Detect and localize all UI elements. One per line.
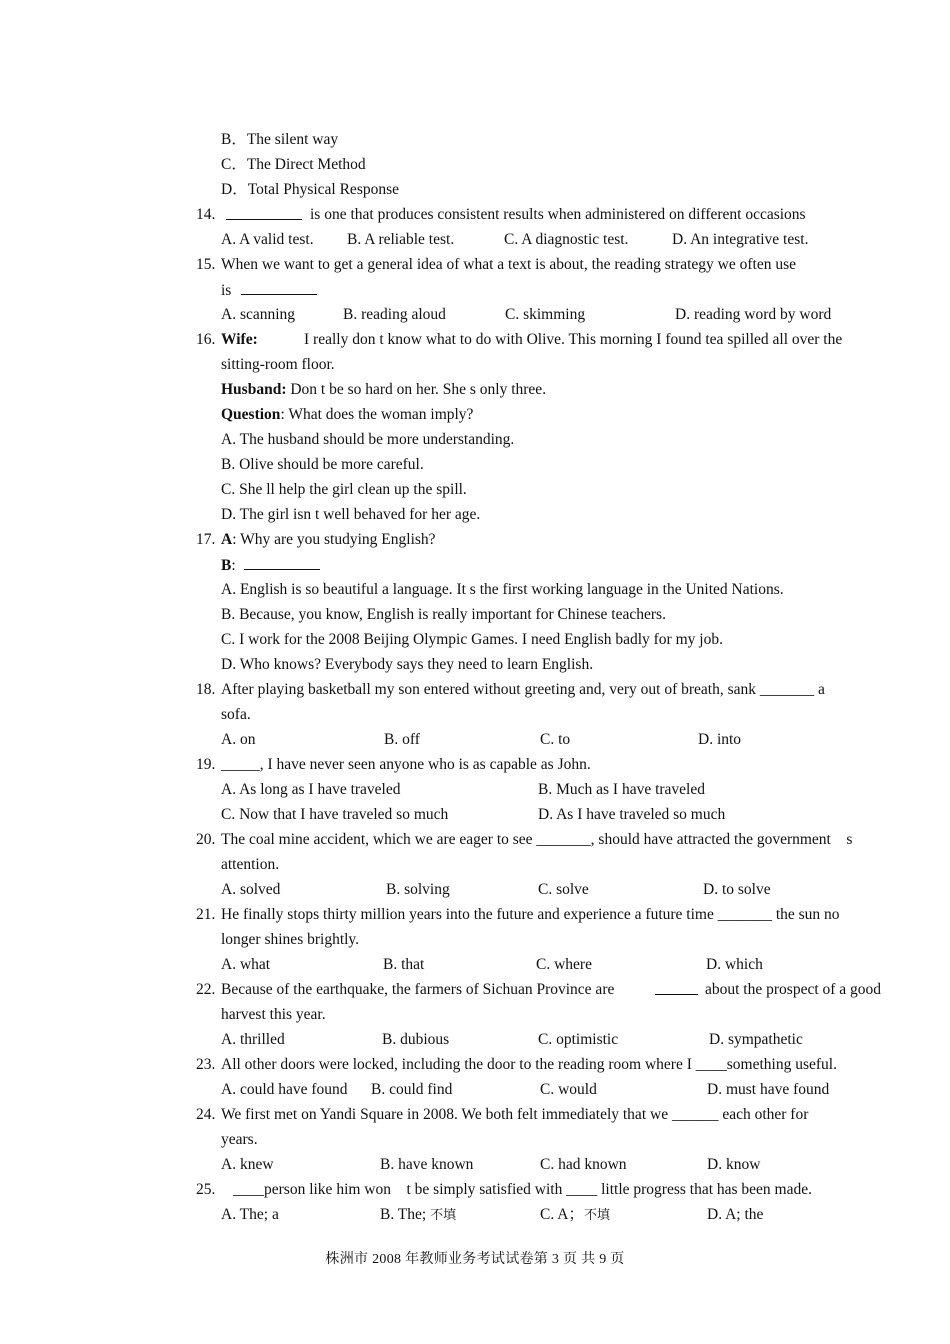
q17-number: 17. bbox=[196, 531, 216, 548]
q14-stem: is one that produces consistent results when administered on different occasions bbox=[310, 206, 806, 223]
q24-option-b: B. have known bbox=[380, 1156, 474, 1173]
q21-stem-line2: longer shines brightly. bbox=[221, 931, 360, 948]
q18-number: 18. bbox=[196, 681, 216, 698]
q25-option-b bbox=[380, 1205, 456, 1226]
q22-stem-part-b: about the prospect of a good bbox=[705, 981, 882, 998]
q22-option-b: B. dubious bbox=[382, 1031, 450, 1048]
q16-question-label: Question bbox=[221, 406, 281, 423]
q19-option-c: C. Now that I have traveled so much bbox=[221, 806, 449, 823]
q15-option-c: C. skimming bbox=[505, 306, 586, 323]
q20-option-b: B. solving bbox=[386, 881, 450, 898]
q16-husband-text: Don t be so hard on her. She s only three. bbox=[286, 381, 547, 398]
q17-option-b: B. Because, you know, English is really important for Chinese teachers. bbox=[221, 606, 666, 623]
q20-number: 20. bbox=[196, 831, 216, 848]
q21-option-a: A. what bbox=[221, 956, 271, 973]
q22-blank bbox=[655, 980, 698, 1001]
q15-number: 15. bbox=[196, 256, 216, 273]
q19-option-d: D. As I have traveled so much bbox=[538, 806, 726, 823]
q16-question-text: : What does the woman imply? bbox=[280, 406, 474, 423]
q17-option-a: A. English is so beautiful a language. It s the first working language in the United Nations. bbox=[221, 581, 784, 598]
q13-option-d: D．Total Physical Response bbox=[221, 181, 400, 198]
q19-option-b: B. Much as I have traveled bbox=[538, 781, 705, 798]
q15-option-b: B. reading aloud bbox=[343, 306, 446, 323]
q25-option-c-cn: 不填 bbox=[583, 1208, 610, 1223]
q15-option-a: A. scanning bbox=[221, 306, 296, 323]
q16-question-line bbox=[221, 405, 473, 425]
q16-option-d: D. The girl isn t well behaved for her age. bbox=[221, 506, 481, 523]
q18-stem-line2: sofa. bbox=[221, 706, 251, 723]
q14-number: 14. bbox=[196, 206, 216, 223]
q15-option-d: D. reading word by word bbox=[675, 306, 832, 323]
q21-option-c: C. where bbox=[536, 956, 592, 973]
q24-number: 24. bbox=[196, 1106, 216, 1123]
q20-option-c: C. solve bbox=[538, 881, 589, 898]
q18-stem: After playing basketball my son entered without greeting and, very out of breath, sank _______ a bbox=[221, 681, 825, 698]
q17-a-line bbox=[221, 530, 436, 550]
q25-option-b-text: B. The; bbox=[380, 1206, 427, 1223]
q25-option-c bbox=[540, 1205, 610, 1226]
q21-number: 21. bbox=[196, 906, 216, 923]
q17-b-line bbox=[221, 555, 320, 576]
q18-option-d: D. into bbox=[698, 731, 742, 748]
q20-option-d: D. to solve bbox=[703, 881, 771, 898]
q16-husband-line bbox=[221, 380, 546, 400]
q22-number: 22. bbox=[196, 981, 216, 998]
q16-number: 16. bbox=[196, 331, 216, 348]
q25-option-a: A. The; a bbox=[221, 1206, 279, 1223]
q24-option-c: C. had known bbox=[540, 1156, 627, 1173]
q25-option-b-cn: 不填 bbox=[430, 1208, 457, 1223]
q15-stem: When we want to get a general idea of what a text is about, the reading strategy we often use bbox=[221, 256, 797, 273]
q22-option-d: D. sympathetic bbox=[709, 1031, 803, 1048]
q20-option-a: A. solved bbox=[221, 881, 281, 898]
q14-option-a: A. A valid test. bbox=[221, 231, 314, 248]
q16-wife-label: Wife: bbox=[221, 331, 258, 348]
q16-option-c: C. She ll help the girl clean up the spill. bbox=[221, 481, 467, 498]
q14-option-c: C. A diagnostic test. bbox=[504, 231, 629, 248]
q22-option-c: C. optimistic bbox=[538, 1031, 619, 1048]
q19-option-a: A. As long as I have traveled bbox=[221, 781, 401, 798]
q23-option-a: A. could have found bbox=[221, 1081, 348, 1098]
q24-stem-line2: years. bbox=[221, 1131, 258, 1148]
q19-stem: _____, I have never seen anyone who is as capable as John. bbox=[221, 756, 591, 773]
q21-option-b: B. that bbox=[383, 956, 425, 973]
q14-blank bbox=[226, 205, 302, 226]
q13-option-b: B．The silent way bbox=[221, 131, 339, 148]
q19-number: 19. bbox=[196, 756, 216, 773]
q21-option-d: D. which bbox=[706, 956, 763, 973]
q17-a-text: : Why are you studying English? bbox=[232, 531, 436, 548]
q20-stem: The coal mine accident, which we are eager to see _______, should have attracted the government s bbox=[221, 831, 853, 848]
q21-stem: He finally stops thirty million years into the future and experience a future time _______ the sun no bbox=[221, 906, 840, 923]
q16-wife-text-line2: sitting-room floor. bbox=[221, 356, 335, 373]
q25-option-d: D. A; the bbox=[707, 1206, 764, 1223]
q16-wife-text: I really don t know what to do with Olive. This morning I found tea spilled all over the bbox=[304, 331, 843, 348]
q23-option-d: D. must have found bbox=[707, 1081, 830, 1098]
q20-stem-line2: attention. bbox=[221, 856, 280, 873]
q15-stem-is: is bbox=[221, 282, 232, 299]
q17-option-c: C. I work for the 2008 Beijing Olympic Games. I need English badly for my job. bbox=[221, 631, 723, 648]
q25-number: 25. bbox=[196, 1181, 216, 1198]
q13-option-c: C．The Direct Method bbox=[221, 156, 366, 173]
q18-option-a: A. on bbox=[221, 731, 256, 748]
q22-stem-part-a: Because of the earthquake, the farmers of Sichuan Province are bbox=[221, 981, 615, 998]
q25-stem: ____person like him won t be simply satisfied with ____ little progress that has been made. bbox=[233, 1181, 813, 1198]
q23-stem: All other doors were locked, including the door to the reading room where I ____something useful. bbox=[221, 1056, 837, 1073]
q18-option-c: C. to bbox=[540, 731, 571, 748]
q17-b-text: : bbox=[231, 557, 236, 574]
q23-option-c: C. would bbox=[540, 1081, 597, 1098]
q16-option-b: B. Olive should be more careful. bbox=[221, 456, 424, 473]
q17-a-label: A bbox=[221, 531, 233, 548]
q16-husband-label: Husband: bbox=[221, 381, 287, 398]
q14-option-d: D. An integrative test. bbox=[672, 231, 809, 248]
q14-option-b: B. A reliable test. bbox=[347, 231, 455, 248]
q23-number: 23. bbox=[196, 1056, 216, 1073]
q24-option-d: D. know bbox=[707, 1156, 761, 1173]
page-footer: 株洲市 2008 年教师业务考试试卷第 3 页 共 9 页 bbox=[325, 1252, 625, 1267]
q24-option-a: A. knew bbox=[221, 1156, 274, 1173]
q15-stem-line2 bbox=[221, 280, 317, 301]
q18-option-b: B. off bbox=[384, 731, 420, 748]
q16-option-a: A. The husband should be more understanding. bbox=[221, 431, 515, 448]
q25-option-c-text: C. A； bbox=[540, 1206, 584, 1223]
q22-stem-line2: harvest this year. bbox=[221, 1006, 326, 1023]
q23-option-b: B. could find bbox=[371, 1081, 453, 1098]
q17-b-label: B bbox=[221, 557, 232, 574]
q22-option-a: A. thrilled bbox=[221, 1031, 285, 1048]
q24-stem: We first met on Yandi Square in 2008. We both felt immediately that we ______ each other for bbox=[221, 1106, 809, 1123]
q17-option-d: D. Who knows? Everybody says they need to learn English. bbox=[221, 656, 594, 673]
